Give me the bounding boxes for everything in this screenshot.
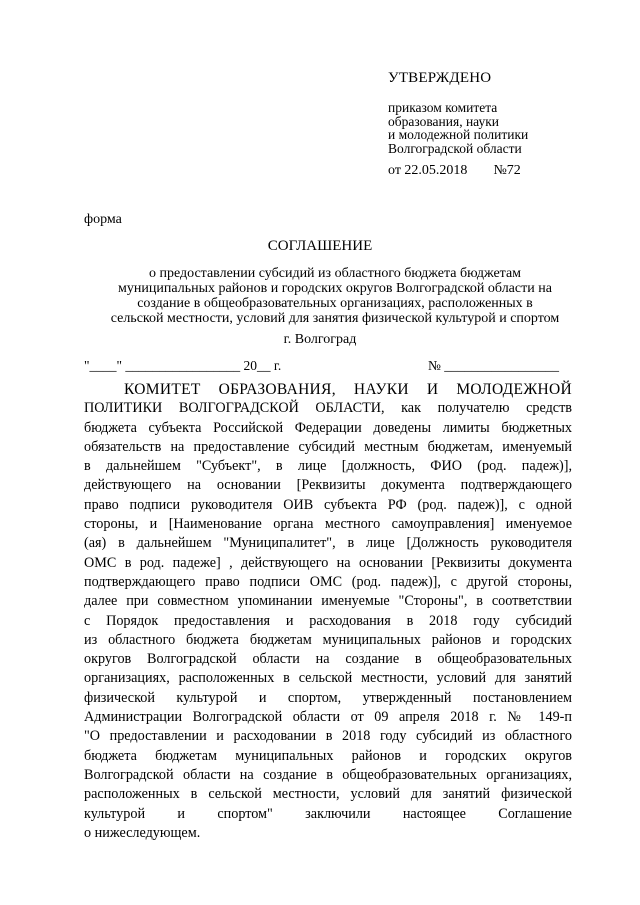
agreement-body — [84, 380, 572, 843]
document-title: СОГЛАШЕНИЕ — [267, 238, 373, 254]
approval-line: образования, науки — [388, 113, 500, 129]
approval-number: №72 — [493, 163, 521, 178]
body-line: Администрации Волгоградской области от 09 апреля 2018 г. № 149-п — [84, 709, 572, 726]
body-line: бюджета субъекта Российской Федерации доведены лимиты бюджетных — [84, 419, 572, 436]
subtitle-line: о предоставлении субсидий из областного бюджета бюджетам — [148, 266, 522, 281]
body-line: подтверждающего право подписи ОМС (род. падеж)], с другой стороны, — [84, 573, 572, 590]
body-line: действующего на основании [Реквизиты документа подтверждающего — [84, 477, 572, 494]
form-label: форма — [84, 212, 122, 227]
approval-line: приказом комитета — [388, 100, 498, 115]
city-label: г. Волгоград — [283, 332, 357, 347]
approval-date-row — [388, 163, 521, 179]
body-line: культурой и спортом" заключили настоящее Соглашение — [84, 805, 572, 822]
subtitle-line: создание в общеобразовательных организациях, расположенных в — [137, 296, 533, 311]
agreement-number-field: № _________________ — [428, 358, 560, 373]
body-line: стороны, и [Наименование органа местного самоуправления] именуемое — [84, 516, 572, 533]
body-line: с Порядок предоставления и расходования в 2018 году субсидий — [84, 612, 572, 629]
body-line: далее при совместном упоминании именуемые "Стороны", в соответствии — [84, 593, 572, 610]
body-line: КОМИТЕТ ОБРАЗОВАНИЯ, НАУКИ И МОЛОДЕЖНОЙ — [124, 381, 572, 398]
body-line: из областного бюджета бюджетам муниципальных районов и городских — [84, 631, 572, 648]
body-line: в дальнейшем "Субъект", в лице [должность, ФИО (род. падеж)], — [84, 458, 572, 475]
body-line: (ая) в дальнейшем "Муниципалитет", в лице [Должность руководителя — [84, 535, 572, 552]
body-line: "О предоставлении и расходовании в 2018 году субсидий из областного — [84, 728, 572, 745]
approval-line: и молодежной политики — [388, 127, 529, 142]
body-line: бюджета бюджетам муниципальных районов и городских округов — [84, 747, 572, 764]
body-line: ПОЛИТИКИ ВОЛГОГРАДСКОЙ ОБЛАСТИ, как получателю средств — [84, 400, 572, 417]
body-line: ОМС в род. падеже] , действующего на основании [Реквизиты документа — [84, 554, 572, 571]
subtitle-line: муниципальных районов и городских округов Волгоградской области на — [118, 281, 552, 296]
approval-date: от 22.05.2018 — [388, 163, 468, 178]
body-line: физической культурой и спортом, утвержденный постановлением — [84, 689, 572, 706]
body-line: о нижеследующем. — [84, 824, 201, 841]
body-line: право подписи руководителя ОИВ субъекта РФ (род. падеж)], с одной — [84, 496, 572, 513]
body-line: обязательств на предоставление субсидий местным бюджетам, именуемый — [84, 438, 572, 455]
approval-line: Волгоградской области — [388, 140, 522, 156]
document-subtitle — [80, 266, 590, 326]
body-line: Волгоградской области на создание в общеобразовательных организациях, — [84, 766, 572, 783]
body-line: расположенных в сельской местности, условий для занятий физической — [84, 786, 572, 803]
agreement-date-field: "____" _________________ 20__ г. — [84, 358, 282, 373]
body-line: округов Волгоградской области на создание в общеобразовательных — [84, 651, 572, 668]
approval-block — [388, 101, 528, 155]
approval-title: УТВЕРЖДЕНО — [388, 70, 492, 86]
subtitle-line: сельской местности, условий для занятия физической культурой и спортом — [110, 311, 560, 326]
body-line: организациях, расположенных в сельской местности, условий для занятий — [84, 670, 572, 687]
